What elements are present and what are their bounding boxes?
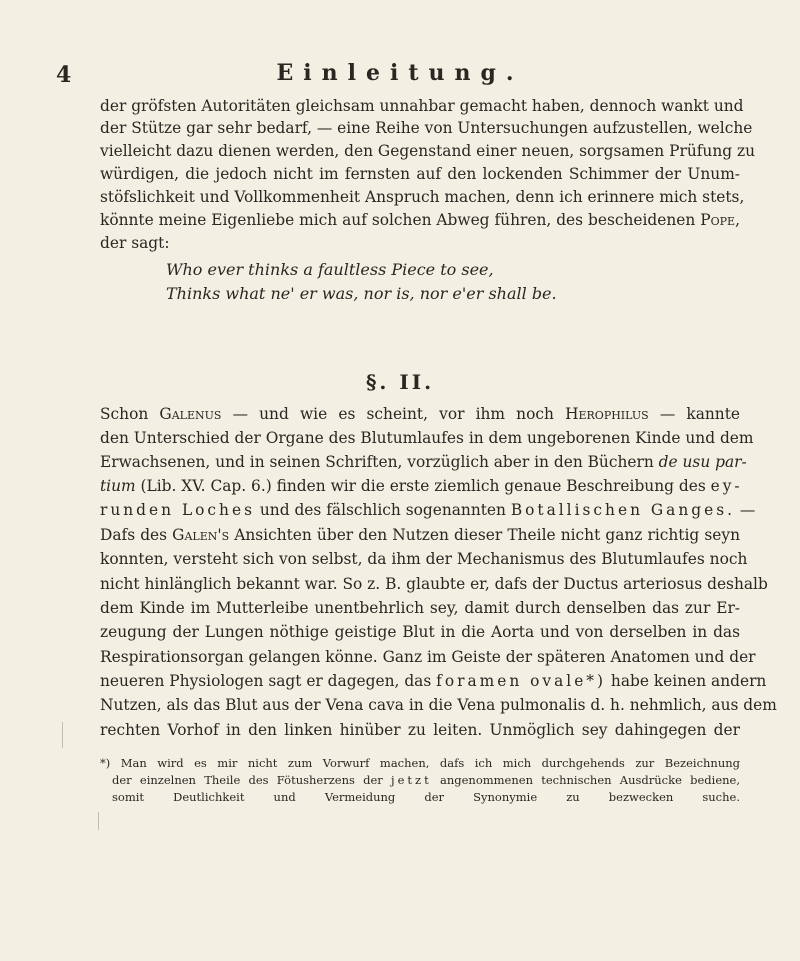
text-line: zeugung der Lungen nöthige geistige Blut in die Aorta und von derselben in das (100, 623, 740, 641)
spaced-term: Botallischen Ganges. (510, 501, 736, 519)
text-line: konnten, versteht sich von selbst, da ihm der Mechanismus des Blutumlaufes noch (100, 550, 748, 568)
text-line: der Stütze gar sehr bedarf, — eine Reihe von Untersuchungen aufzustellen, welche (100, 119, 753, 137)
scan-artifact (62, 722, 63, 748)
running-title: Einleitung. (276, 60, 524, 86)
spaced-term: jetzt (391, 773, 432, 787)
text-line: den Unterschied der Organe des Blutumlaufes in dem ungeborenen Kinde und dem (100, 429, 754, 447)
text-segment: habe keinen andern (606, 672, 767, 690)
text-segment: angenommenen technischen Ausdrücke bediene, (431, 773, 740, 787)
text-segment: — (735, 501, 756, 519)
footnote-line: *) Man wird es mir nicht zum Vorwurf machen, dafs ich mich durchgehends zur Bezeichnung (100, 756, 740, 770)
text-segment: und des fälschlich sogenannten (254, 501, 511, 519)
author-name-galen: Galen's (172, 526, 230, 544)
footnote-line: somit Deutlichkeit und Vermeidung der Synonymie zu bezwecken suche. (112, 790, 740, 804)
text-line (100, 500, 756, 520)
text-line (100, 476, 743, 496)
text-segment: könnte meine Eigenliebe mich auf solchen Abweg führen, des bescheidenen (100, 211, 696, 229)
text-segment: Erwachsenen, und in seinen Schriften, vorzüglich aber in den Büchern (100, 453, 659, 471)
text-segment: der einzelnen Theile des Fötusherzens der (112, 773, 392, 787)
text-line (100, 525, 740, 545)
poem-line: Who ever thinks a faultless Piece to see, (166, 260, 494, 279)
book-title: tium (100, 477, 136, 495)
book-title: de usu par- (658, 453, 747, 471)
footnote-line (112, 772, 740, 788)
text-segment: — kannte (648, 405, 741, 423)
text-line: nicht hinlänglich bekannt war. So z. B. glaubte er, dafs der Ductus arteriosus deshalb (100, 575, 768, 593)
text-segment: Dafs des (100, 526, 173, 544)
text-line: Nutzen, als das Blut aus der Vena cava in die Vena pulmonalis d. h. nehmlich, aus dem (100, 696, 777, 714)
text-line: stöfslichkeit und Vollkommenheit Anspruch machen, denn ich erinnere mich stets, (100, 188, 745, 206)
spaced-term: ey- (710, 477, 743, 495)
text-line: der sagt: (100, 234, 170, 252)
text-line: der gröfsten Autoritäten gleichsam unnahbar gemacht haben, dennoch wankt und (100, 97, 744, 115)
author-name-galenus: Galenus (159, 405, 222, 423)
text-line: rechten Vorhof in den linken hinüber zu leiten. Unmöglich sey dahingegen der (100, 721, 740, 739)
author-name-herophilus: Herophilus (565, 405, 649, 423)
text-line (100, 404, 740, 424)
text-line (100, 671, 767, 691)
text-segment: Ansichten über den Nutzen dieser Theile nicht ganz richtig seyn (229, 526, 740, 544)
poem-line: Thinks what ne' er was, nor is, nor e'er shall be. (166, 284, 557, 303)
text-line (100, 210, 740, 230)
text-segment: neueren Physiologen sagt er dagegen, das (100, 672, 437, 690)
page-number: 4 (56, 62, 72, 88)
text-line (100, 452, 747, 472)
text-segment: Schon (100, 405, 160, 423)
text-segment: — und wie es scheint, vor ihm noch (221, 405, 566, 423)
text-line: dem Kinde im Mutterleibe unentbehrlich sey, damit durch denselben das zur Er- (100, 599, 740, 617)
section-heading: §. II. (365, 370, 435, 394)
author-name-pope: Pope, (700, 211, 740, 229)
text-line: würdigen, die jedoch nicht im fernsten auf den lockenden Schimmer der Unum- (100, 165, 740, 183)
text-segment: (Lib. XV. Cap. 6.) finden wir die erste ziemlich genaue Beschreibung des (135, 477, 711, 495)
text-line: vielleicht dazu dienen werden, den Gegenstand einer neuen, sorgsamen Prüfung zu (100, 142, 756, 160)
scan-artifact (98, 812, 99, 830)
spaced-term: foramen ovale*) (436, 672, 607, 690)
spaced-term: runden Loches (100, 501, 255, 519)
text-line: Respirationsorgan gelangen könne. Ganz im Geiste der späteren Anatomen und der (100, 648, 756, 666)
